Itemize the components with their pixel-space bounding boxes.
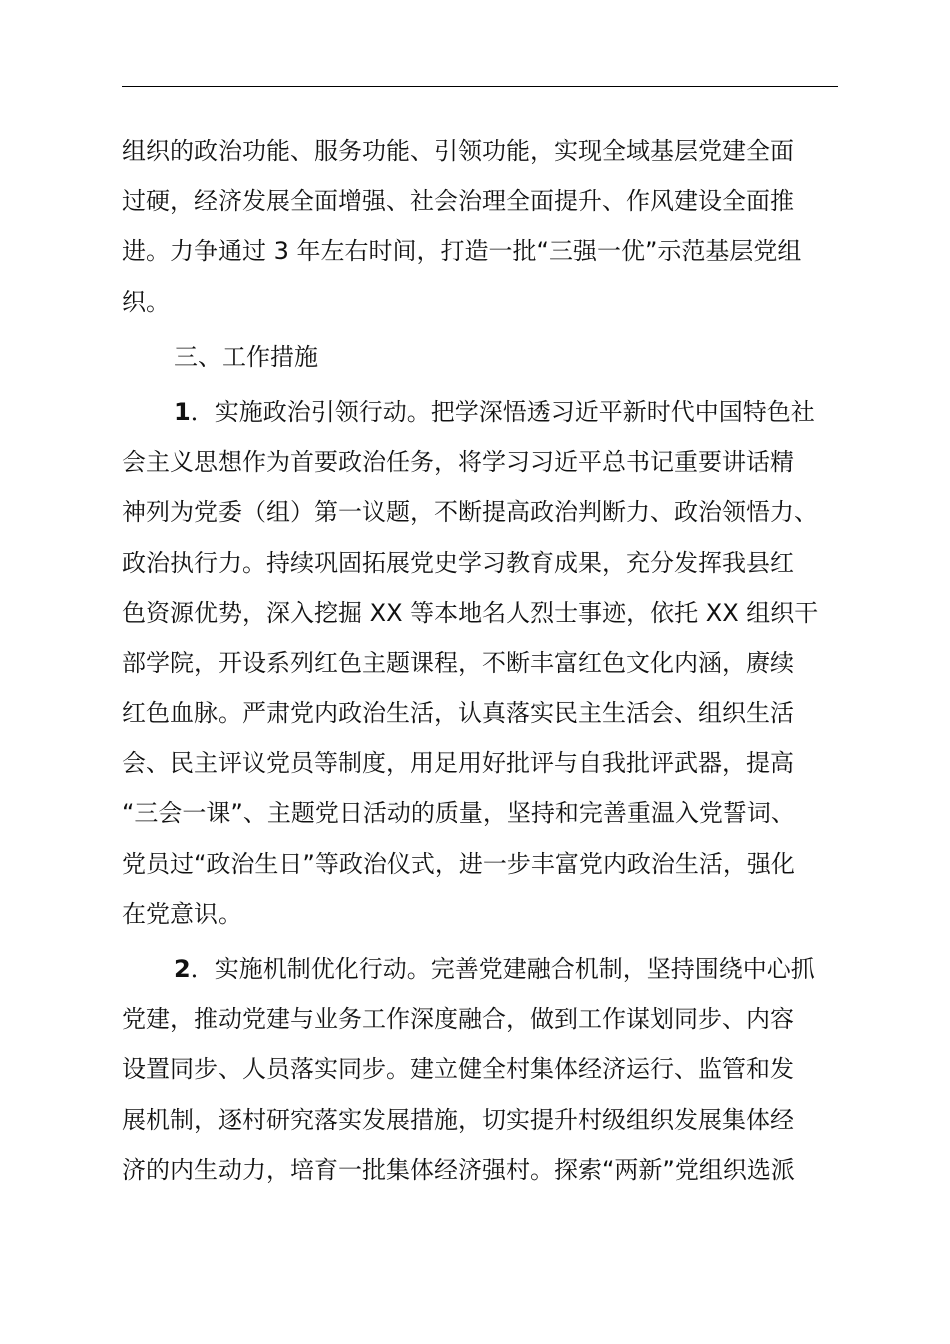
measure-number: 2 <box>174 955 191 983</box>
measure-first-line <box>122 944 838 994</box>
text-line: 政治执行力。持续巩固拓展党史学习教育成果，充分发挥我县红 <box>122 548 794 577</box>
text-line: 组织的政治功能、服务功能、引领功能，实现全域基层党建全面 <box>122 137 794 165</box>
text-line: 织。 <box>122 287 170 316</box>
text-line: 色资源优势，深入挖掘 XX 等本地名人烈士事迹，依托 XX 组织干 <box>122 598 819 627</box>
text-line: 进。力争通过 3 年左右时间，打造一批“三强一优”示范基层党组 <box>122 237 802 266</box>
paragraph-measure-2 <box>122 944 838 1195</box>
text-line: 过硬，经济发展全面增强、社会治理全面提升、作风建设全面推 <box>122 187 794 216</box>
text-line: 济的内生动力，培育一批集体经济强村。探索“两新”党组织选派 <box>122 1155 795 1184</box>
text-line: 会、民主评议党员等制度，用足用好批评与自我批评武器，提高 <box>122 749 794 778</box>
measure-first-line <box>122 387 838 437</box>
measure-title-text: ．实施机制优化行动。完善党建融合机制，坚持围绕中心抓 <box>190 955 815 983</box>
paragraph-measure-1 <box>122 387 838 939</box>
text-line: 党建，推动党建与业务工作深度融合，做到工作谋划同步、内容 <box>122 1005 794 1034</box>
header-rule <box>122 86 838 87</box>
document-body <box>122 126 838 1195</box>
text-line: 红色血脉。严肃党内政治生活，认真落实民主生活会、组织生活 <box>122 699 794 728</box>
text-line: 在党意识。 <box>122 899 242 928</box>
measure-title-text: ．实施政治引领行动。把学深悟透习近平新时代中国特色社 <box>190 397 815 426</box>
section-heading: 三、工作措施 <box>174 342 318 371</box>
measure-number: 1 <box>174 397 191 426</box>
text-line: 部学院，开设系列红色主题课程，不断丰富红色文化内涵，赓续 <box>122 648 794 677</box>
text-line: “三会一课”、主题党日活动的质量，坚持和完善重温入党誓词、 <box>122 799 795 828</box>
text-line: 设置同步、人员落实同步。建立健全村集体经济运行、监管和发 <box>122 1055 794 1084</box>
text-line: 展机制，逐村研究落实发展措施，切实提升村级组织发展集体经 <box>122 1105 794 1134</box>
text-line: 神列为党委（组）第一议题，不断提高政治判断力、政治领悟力、 <box>122 498 818 527</box>
text-line: 会主义思想作为首要政治任务，将学习习近平总书记重要讲话精 <box>122 448 794 477</box>
text-line: 党员过“政治生日”等政治仪式，进一步丰富党内政治生活，强化 <box>122 849 795 878</box>
paragraph-intro <box>122 126 838 327</box>
